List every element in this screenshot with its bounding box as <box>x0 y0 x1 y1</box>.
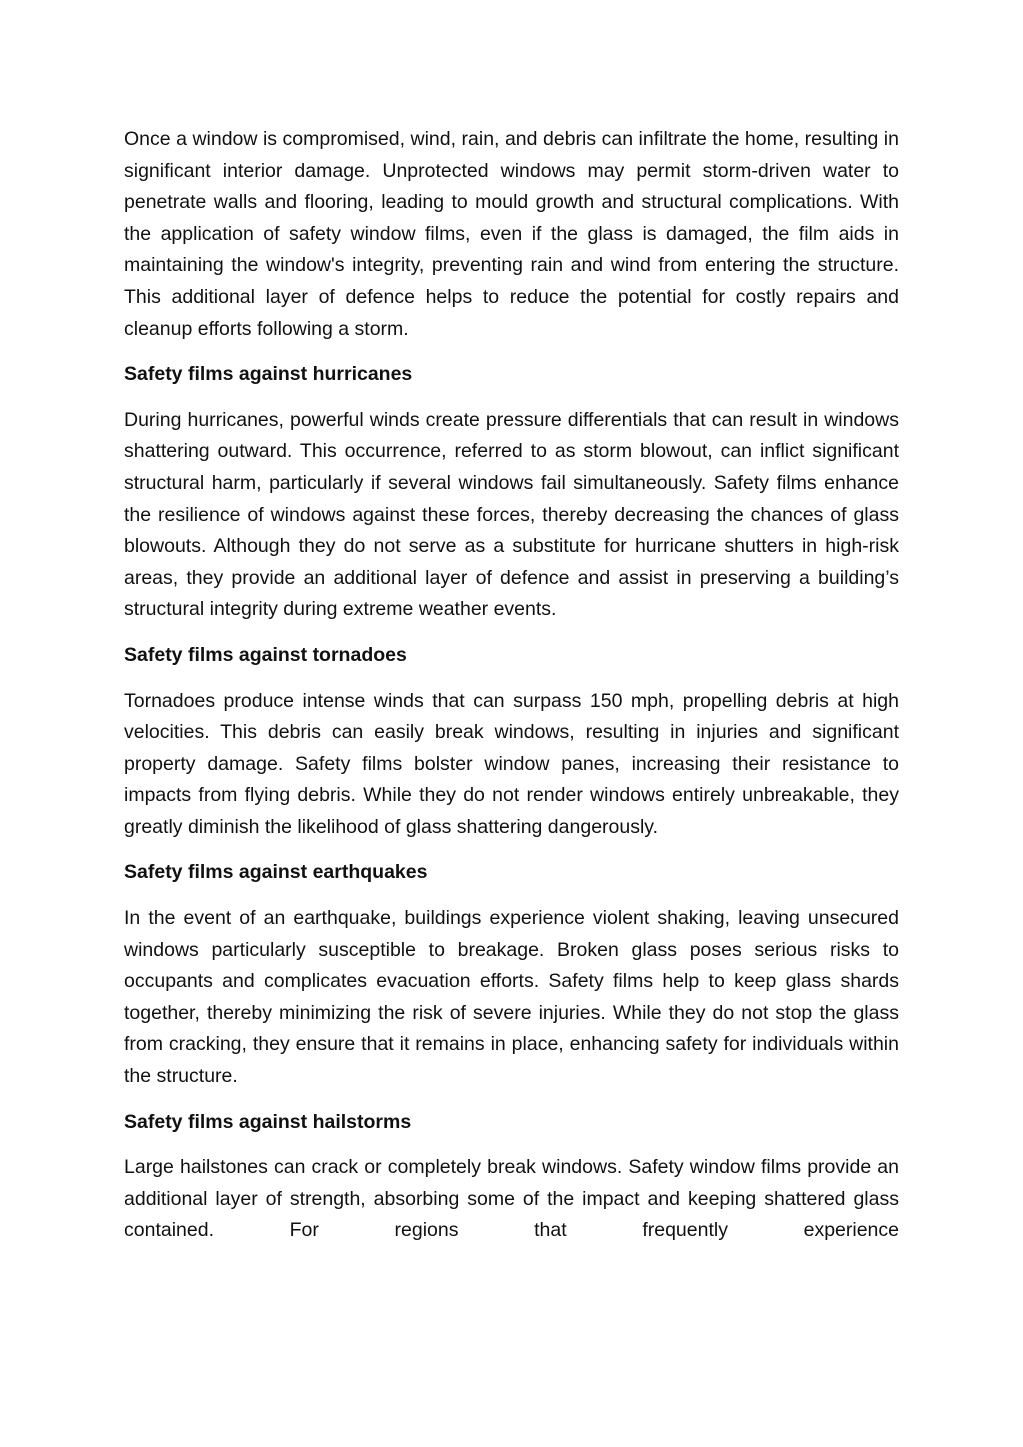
document-page <box>124 124 899 1261</box>
section-body-earthquakes: In the event of an earthquake, buildings experience violent shaking, leaving unsecured windows particularly susceptible to breakage. Broken glass poses serious risks to occupants and complicates evacuation efforts. Safety films help to keep glass shards together, thereby minimizing the risk of severe injuries. While they do not stop the glass from cracking, they ensure that it remains in place, enhancing safety for individuals within the structure. <box>124 907 899 1088</box>
section-heading-hailstorms: Safety films against hailstorms <box>124 1110 412 1133</box>
section-body-tornadoes: Tornadoes produce intense winds that can surpass 150 mph, propelling debris at high velocities. This debris can easily break windows, resulting in injuries and significant property damage. Safety films bolster window panes, increasing their resistance to impacts from flying debris. While they do not render windows entirely unbreakable, they greatly diminish the likelihood of glass shattering dangerously. <box>124 689 899 838</box>
section-heading-earthquakes: Safety films against earthquakes <box>124 861 428 884</box>
section-body-hailstorms: Large hailstones can crack or completely break windows. Safety window films provide an additional layer of strength, absorbing some of the impact and keeping shattered glass contained. For regions that frequently experience <box>124 1156 899 1242</box>
intro-paragraph: Once a window is compromised, wind, rain, and debris can infiltrate the home, resulting in significant interior damage. Unprotected windows may permit storm-driven water to penetrate walls and flooring, leading to mould growth and structural complications. With the application of safety window films, even if the glass is damaged, the film aids in maintaining the window's integrity, preventing rain and wind from entering the structure. This additional layer of defence helps to reduce the potential for costly repairs and cleanup efforts following a storm. <box>124 128 899 340</box>
section-heading-hurricanes: Safety films against hurricanes <box>124 363 413 386</box>
section-body-hurricanes: During hurricanes, powerful winds create pressure differentials that can result in windows shattering outward. This occurrence, referred to as storm blowout, can inflict significant structural harm, particularly if several windows fail simultaneously. Safety films enhance the resilience of windows against these forces, thereby decreasing the chances of glass blowouts. Although they do not serve as a substitute for hurricane shutters in high-risk areas, they provide an additional layer of defence and assist in preserving a building’s structural integrity during extreme weather events. <box>124 408 899 621</box>
section-heading-tornadoes: Safety films against tornadoes <box>124 643 407 666</box>
